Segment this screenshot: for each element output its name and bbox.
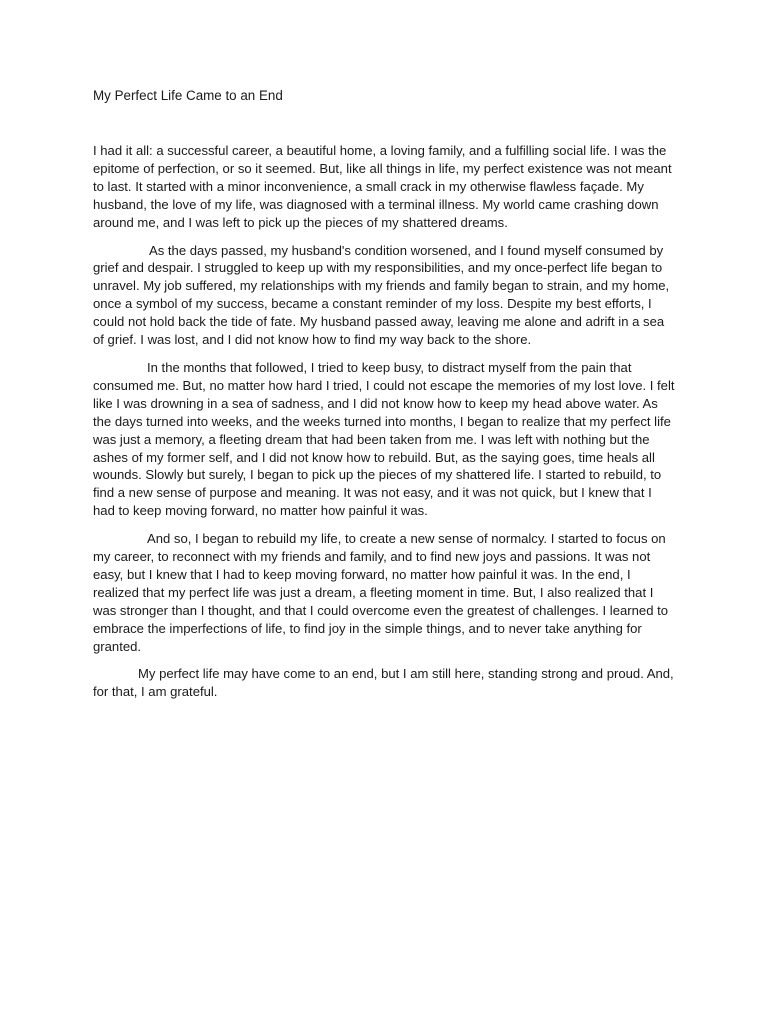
paragraph-4: And so, I began to rebuild my life, to create a new sense of normalcy. I started to focus on my career, to reconnect with my friends and family, and to find new joys and passions. It was not easy, but I knew that I had to keep moving forward, no matter how painful it was. In the end, I realized that my perfect life was just a dream, a fleeting moment in time. But, I also realized that I was stronger than I thought, and that I could overcome even the greatest of challenges. I learned to embrace the imperfections of life, to find joy in the simple things, and to never take anything for granted. [93, 531, 669, 654]
document-body [93, 142, 677, 711]
document-title: My Perfect Life Came to an End [93, 88, 283, 103]
paragraph-1: I had it all: a successful career, a beautiful home, a loving family, and a fulfilling social life. I was the epitome of perfection, or so it seemed. But, like all things in life, my perfect existence was not meant to last. It started with a minor inconvenience, a small crack in my otherwise flawless façade. My husband, the love of my life, was diagnosed with a terminal illness. My world came crashing down around me, and I was left to pick up the pieces of my shattered dreams. [93, 143, 672, 230]
paragraph-2: As the days passed, my husband's condition worsened, and I found myself consumed by grief and despair. I struggled to keep up with my responsibilities, and my once-perfect life began to unravel. My job suffered, my relationships with my friends and family began to strain, and my home, once a symbol of my success, became a constant reminder of my loss. Despite my best efforts, I could not hold back the tide of fate. My husband passed away, leaving me alone and adrift in a sea of grief. I was lost, and I did not know how to find my way back to the shore. [93, 242, 670, 348]
paragraph-5: My perfect life may have come to an end, but I am still here, standing strong and proud. And, for that, I am grateful. [93, 666, 674, 700]
paragraph-3: In the months that followed, I tried to keep busy, to distract myself from the pain that consumed me. But, no matter how hard I tried, I could not escape the memories of my lost love. I felt like I was drowning in a sea of sadness, and I did not know how to keep my head above water. As the days turned into weeks, and the weeks turned into months, I began to realize that my perfect life was just a memory, a fleeting dream that had been taken from me. I was left with nothing but the ashes of my former self, and I did not know how to rebuild. But, as the saying goes, time heals all wounds. Slowly but surely, I began to pick up the pieces of my shattered life. I started to rebuild, to find a new sense of purpose and meaning. It was not easy, and it was not quick, but I knew that I had to keep moving forward, no matter how painful it was. [93, 359, 675, 519]
